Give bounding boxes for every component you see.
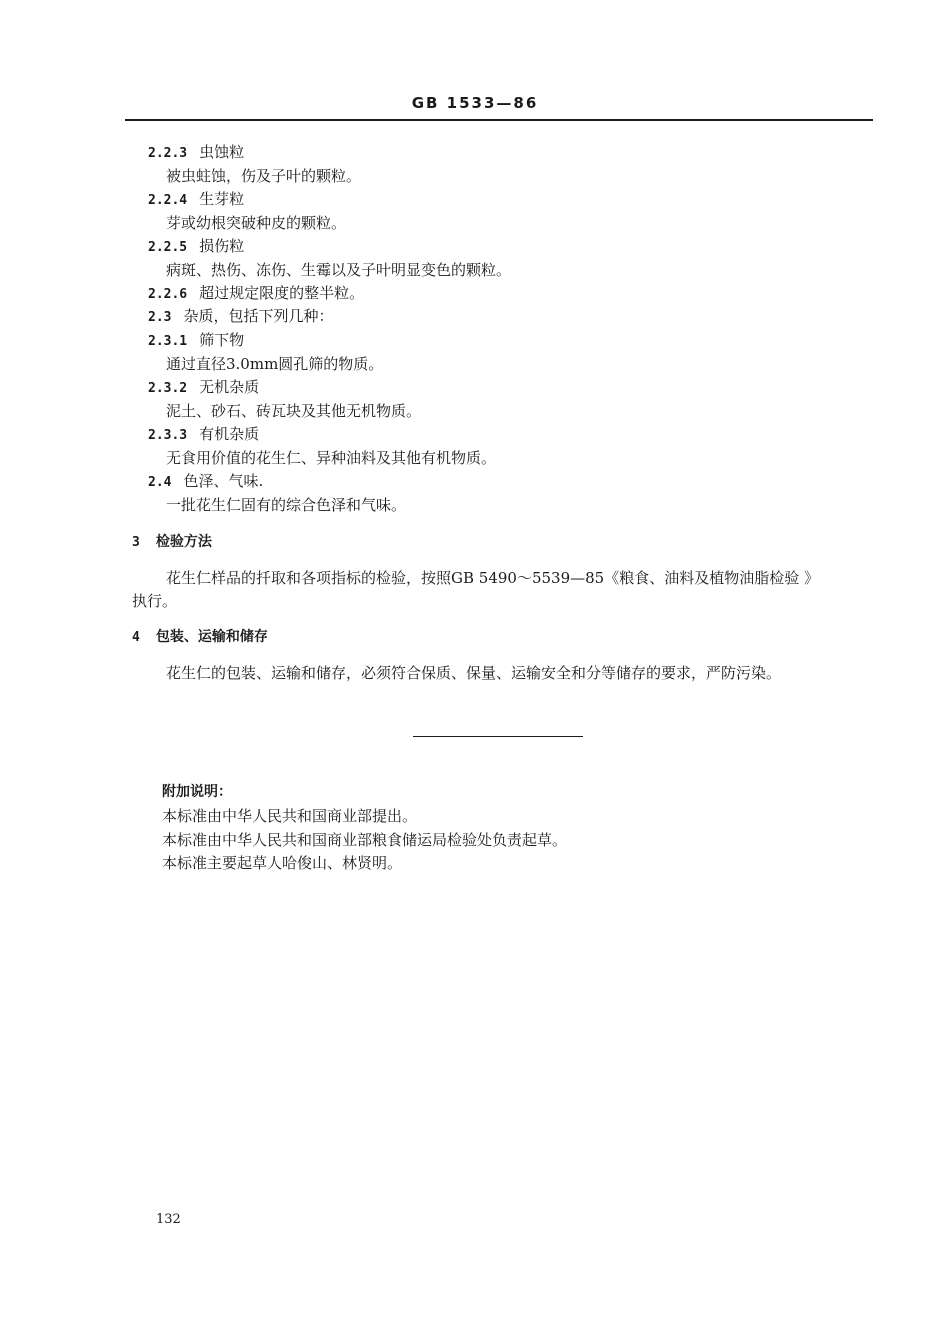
section-3-body-line2: 执行。 — [132, 592, 178, 610]
clause-number: 2.2.3 — [148, 146, 188, 161]
clause-title: 生芽粒 — [199, 190, 245, 208]
clause-number: 2.2.6 — [148, 287, 188, 302]
notes-title: 附加说明： — [162, 784, 232, 800]
clause-2-3 — [148, 306, 334, 328]
clause-number: 2.3 — [148, 310, 172, 325]
header-rule — [125, 119, 873, 121]
notes-line-3: 本标准主要起草人哈俊山、林贤明。 — [162, 854, 403, 872]
clause-number: 2.2.5 — [148, 240, 188, 255]
clause-title: 有机杂质 — [199, 425, 260, 443]
clause-2-4-text: 一批花生仁固有的综合色泽和气味。 — [166, 496, 407, 514]
clause-number: 2.3.2 — [148, 381, 188, 396]
clause-2-2-6 — [148, 283, 364, 305]
section-3-heading — [132, 532, 212, 553]
clause-number: 2.2.4 — [148, 193, 188, 208]
clause-number: 2.3.3 — [148, 428, 188, 443]
clause-2-4 — [148, 471, 263, 493]
clause-title: 色泽、气味. — [183, 472, 264, 490]
clause-2-3-3-text: 无食用价值的花生仁、异种油料及其他有机物质。 — [166, 449, 497, 467]
clause-2-2-3-text: 被虫蛀蚀，伤及子叶的颗粒。 — [166, 167, 362, 185]
section-number: 3 — [132, 535, 140, 550]
section-number: 4 — [132, 630, 140, 645]
clause-2-2-4 — [148, 189, 244, 211]
notes-line-1: 本标准由中华人民共和国商业部提出。 — [162, 807, 418, 825]
clause-2-3-2 — [148, 377, 259, 399]
standard-code-header: GB 1533—86 — [411, 94, 539, 112]
clause-title: 无机杂质 — [199, 378, 260, 396]
clause-2-3-3 — [148, 424, 259, 446]
clause-2-2-4-text: 芽或幼根突破种皮的颗粒。 — [166, 214, 347, 232]
clause-2-3-1 — [148, 330, 244, 352]
section-4-body: 花生仁的包装、运输和储存，必须符合保质、保量、运输安全和分等储存的要求，严防污染。 — [166, 664, 782, 682]
section-3-body-line1: 花生仁样品的扦取和各项指标的检验，按照GB 5490～5539—85《粮食、油料及植物油脂检验 》 — [166, 569, 819, 587]
clause-2-3-2-text: 泥土、砂石、砖瓦块及其他无机物质。 — [166, 402, 422, 420]
clause-title: 超过规定限度的整半粒。 — [199, 284, 365, 302]
page-number: 132 — [156, 1212, 181, 1227]
section-4-heading — [132, 627, 268, 648]
section-title: 检验方法 — [155, 534, 212, 550]
clause-title: 损伤粒 — [199, 237, 245, 255]
clause-title: 杂质，包括下列几种： — [183, 307, 334, 325]
clause-2-3-1-text: 通过直径3.0mm圆孔筛的物质。 — [166, 355, 384, 373]
clause-title: 虫蚀粒 — [199, 143, 245, 161]
clause-2-2-5-text: 病斑、热伤、冻伤、生霉以及子叶明显变色的颗粒。 — [166, 261, 512, 279]
clause-number: 2.4 — [148, 475, 172, 490]
clause-title: 筛下物 — [199, 331, 245, 349]
clause-2-2-5 — [148, 236, 244, 258]
clause-number: 2.3.1 — [148, 334, 188, 349]
clause-2-2-3 — [148, 142, 244, 164]
notes-line-2: 本标准由中华人民共和国商业部粮食储运局检验处负责起草。 — [162, 831, 568, 849]
end-divider — [413, 736, 583, 737]
section-title: 包装、运输和储存 — [155, 629, 268, 645]
